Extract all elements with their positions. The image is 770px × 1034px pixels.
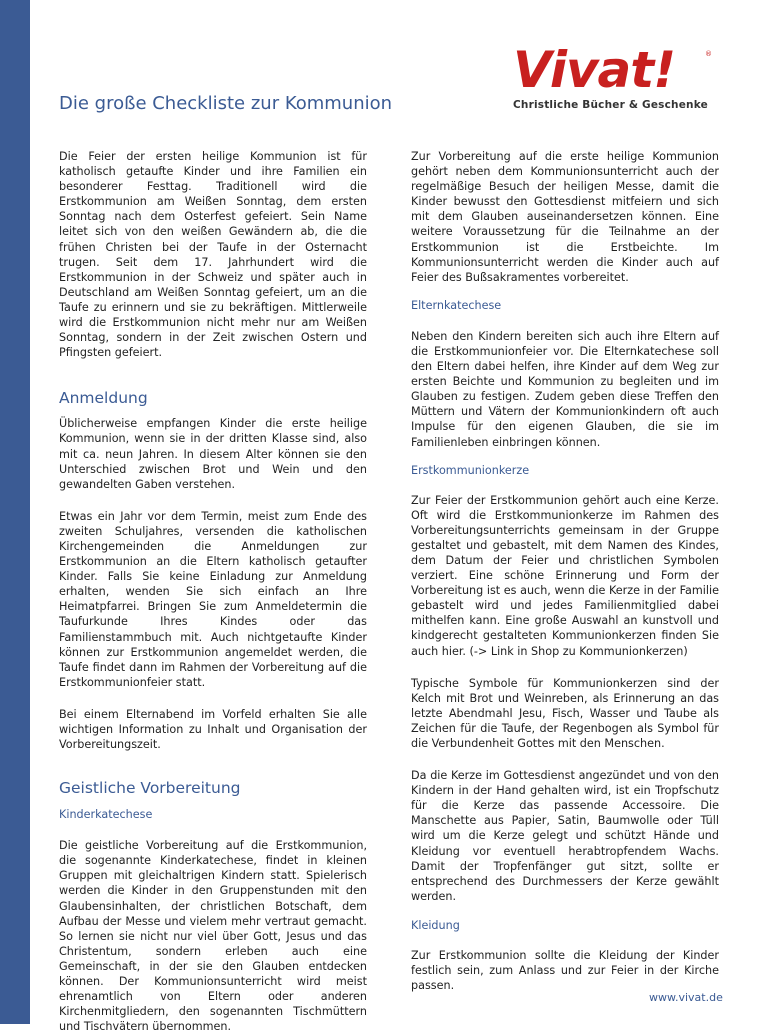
- sidebar-stripe: [0, 0, 30, 1024]
- kinderkatechese-subheading: Kinderkatechese: [59, 808, 153, 822]
- logo-tagline: Christliche Bücher & Geschenke: [513, 99, 708, 111]
- footer-url[interactable]: www.vivat.de: [649, 991, 723, 1004]
- page-title: Die große Checkliste zur Kommunion: [59, 93, 393, 114]
- anmeldung-paragraph-1: Üblicherweise empfangen Kinder die erste heilige Kommunion, wenn sie in der dritten Klasse sind, also mit ca. neun Jahren. In diesem Alter können sie den Unterschied zwischen Brot und Wein und den gewandelten Gaben verstehen.: [59, 417, 367, 491]
- anmeldung-paragraph-2: Etwas ein Jahr vor dem Termin, meist zum Ende des zweiten Schuljahres, versenden die katholischen Kirchengemeinden die Anmeldungen zur Erstkommunion an die Eltern katholisch getaufter Kinder. Falls Sie keine Einladung zur Anmeldung erhalten, wenden Sie sich einfach an Ihre Heimatpfarrei. Bringen Sie zum Anmeldetermin die Taufurkunde Ihres Kindes oder das Familienstammbuch mit. Auch nichtgetaufte Kinder können zur Erstkommunion angemeldet werden, die Taufe findet dann im Rahmen der Vorbereitung auf die Erstkommunionfeier statt.: [59, 509, 367, 689]
- vorbereitung-paragraph: Zur Vorbereitung auf die erste heilige Kommunion gehört neben dem Kommunionsunterricht auch der regelmäßige Besuch der heiligen Messe, damit die Kinder bewusst den Gottesdienst mitfeiern und sich mit dem Glauben auseinandersetzen können. Eine weitere Voraussetzung für die Teilnahme an der Erstkommunion ist die Erstbeichte. Im Kommunionsunterricht werden die Kinder auch auf Feier des Bußsakramentes vorbereitet.: [411, 150, 719, 284]
- vivat-logo: [513, 40, 718, 120]
- erstkommunionkerze-subheading: Erstkommunionkerze: [411, 463, 530, 477]
- geistlich-heading: Geistliche Vorbereitung: [59, 779, 241, 798]
- kleidung-paragraph: Zur Erstkommunion sollte die Kleidung der Kinder festlich sein, zum Anlass und zur Feier in der Kirche passen.: [411, 948, 719, 993]
- left-column: [59, 149, 367, 1034]
- right-column: [411, 149, 719, 993]
- logo-wordmark: Vivat!: [513, 41, 675, 99]
- kinderkatechese-paragraph: Die geistliche Vorbereitung auf die Erstkommunion, die sogenannte Kinderkatechese, findet in kleinen Gruppen mit gleichaltrigen Kindern statt. Spielerisch werden die Kinder in den Gruppenstunden mit den Glaubensinhalten, der christlichen Botschaft, dem Aufbau der Messe und vielem mehr vertraut gemacht. So lernen sie nicht nur viel über Gott, Jesus und das Christentum, sondern erleben auch eine Gemeinschaft, in der sie den Glauben entdecken können. Der Kommunionsunterricht wird meist ehrenamtlich von Eltern oder anderen Kirchenmitgliedern, den sogenannten Tischmüttern und Tischvätern übernommen.: [59, 839, 367, 1034]
- kleidung-subheading: Kleidung: [411, 918, 460, 932]
- kerze-paragraph-2: Typische Symbole für Kommunionkerzen sind der Kelch mit Brot und Weinreben, als Erinnerung an das letzte Abendmahl Jesu, Fisch, Wasser und Taube als Zeichen für die Taufe, der Regenbogen als Symbol für die Verbundenheit Gottes mit den Menschen.: [411, 676, 719, 750]
- intro-paragraph: Die Feier der ersten heilige Kommunion ist für katholisch getaufte Kinder und ihre Familien ein besonderer Festtag. Traditionell wird die Erstkommunion am Weißen Sonntag, dem ersten Sonntag nach dem Osterfest gefeiert. Sein Name leitet sich von den weißen Gewändern ab, die die frühen Christen bei der Taufe in der Osternacht trugen. Seit dem 17. Jahrhundert wird die Erstkommunion in der Schweiz und später auch in Deutschland am Weißen Sonntag gefeiert, um an die Taufe zu erinnern und sie zu bekräftigen. Mittlerweile wird die Erstkommunion nicht mehr nur am Weißen Sonntag, sondern in der Zeit zwischen Ostern und Pfingsten gefeiert.: [59, 150, 367, 360]
- registered-mark: ®: [705, 50, 712, 58]
- kerze-paragraph-3: Da die Kerze im Gottesdienst angezündet und von den Kindern in der Hand gehalten wird, ist ein Tropfschutz für die Kerze das passende Accessoire. Die Manschette aus Papier, Satin, Baumwolle oder Tüll wird um die Kerze gelegt und schützt Hände und Kleidung vor eventuell herabtropfendem Wachs. Damit der Tropfenfänger gut sitzt, sollte er entsprechend des Durchmessers der Kerze gewählt werden.: [411, 769, 719, 903]
- anmeldung-paragraph-3: Bei einem Elternabend im Vorfeld erhalten Sie alle wichtigen Information zu Inhalt und Organisation der Vorbereitungszeit.: [59, 707, 367, 752]
- elternkatechese-subheading: Elternkatechese: [411, 298, 502, 312]
- elternkatechese-paragraph: Neben den Kindern bereiten sich auch ihre Eltern auf die Erstkommunionfeier vor. Die Elternkatechese soll den Eltern dabei helfen, ihre Kinder auf dem Weg zur ersten Beichte und Kommunion zu begleiten und im Glauben zu festigen. Zudem geben diese Treffen den Müttern und Vätern der Kommunionkindern oft auch Impulse für den eigenen Glauben, die sie im Familienleben einbringen können.: [411, 329, 719, 449]
- anmeldung-heading: Anmeldung: [59, 389, 148, 408]
- kerze-paragraph-1: Zur Feier der Erstkommunion gehört auch eine Kerze. Oft wird die Erstkommunionkerze im Rahmen des Vorbereitungsunterrichts gemeinsam in der Gruppe gestaltet und gebastelt, mit dem Namen des Kindes, dem Datum der Feier und christlichen Symbolen verziert. Eine schöne Erinnerung und Form der Vorbereitung ist es auch, wenn die Kerze in der Familie gebastelt wird und jedes Familienmitglied dabei mithelfen kann. Eine große Auswahl an kunstvoll und kindgerecht gestalteten Kommunionkerzen finden Sie auch hier. (-> Link in Shop zu Kommunionkerzen): [411, 493, 719, 658]
